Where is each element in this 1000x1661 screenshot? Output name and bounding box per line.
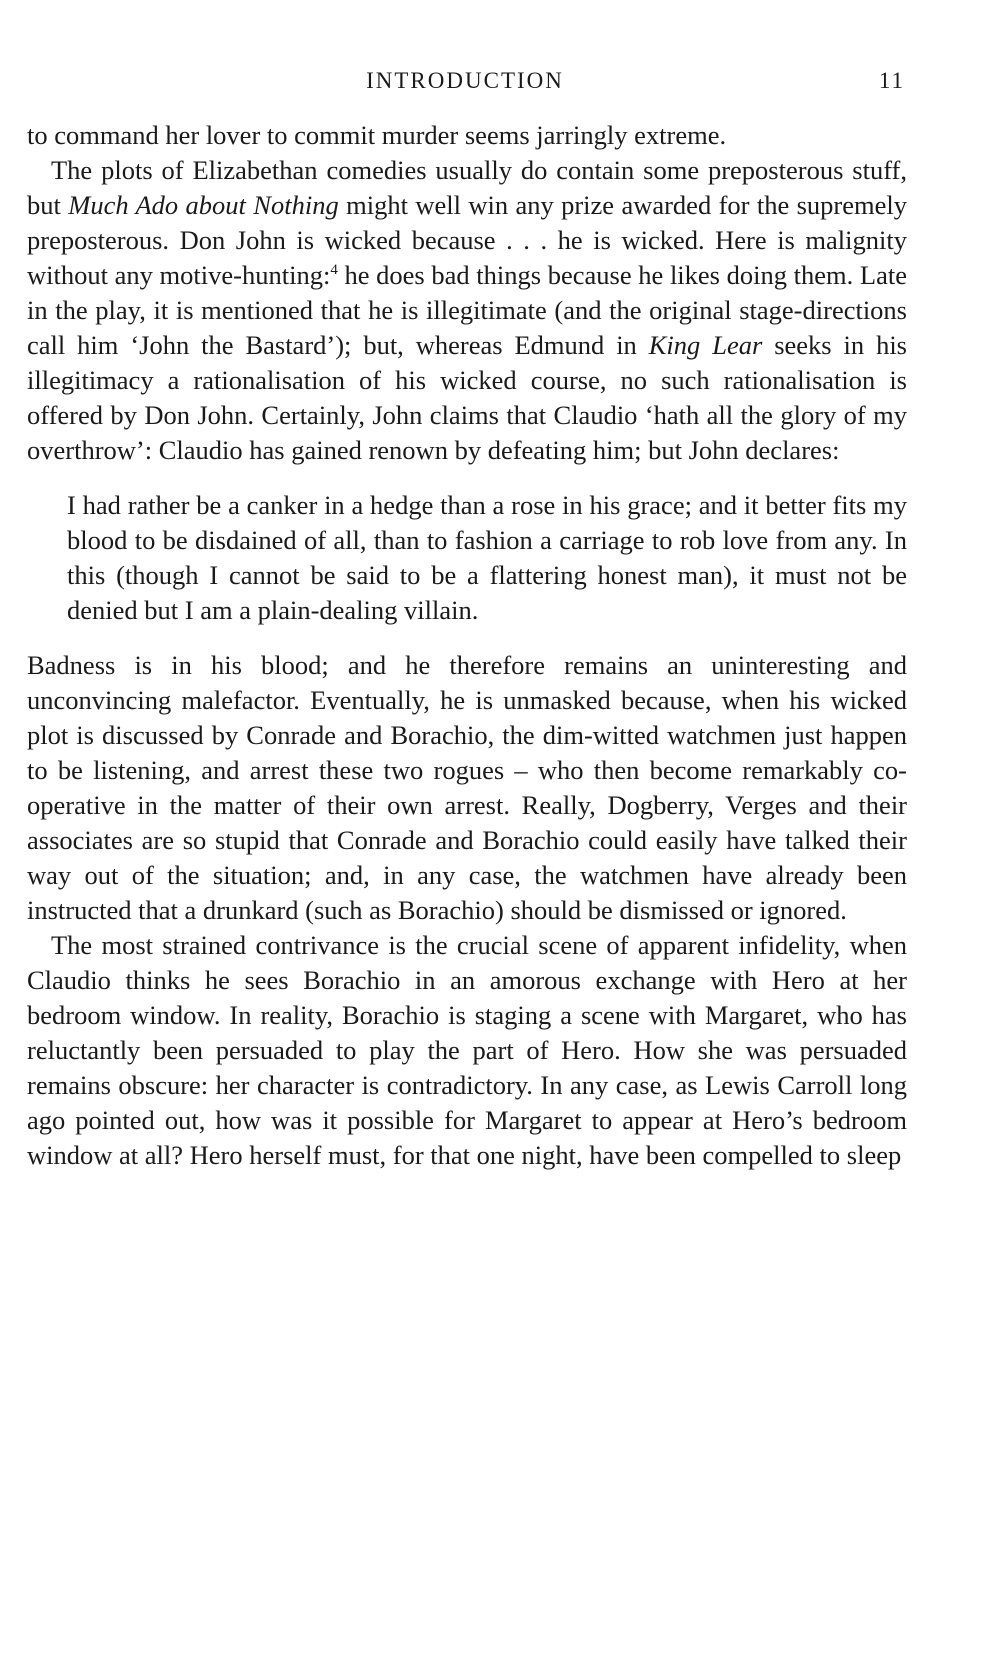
running-title: INTRODUCTION xyxy=(366,68,564,93)
paragraph-continuation: to command her lover to commit murder seems jarringly extreme. xyxy=(27,120,727,150)
page-number: 11 xyxy=(878,68,905,93)
paragraph-text: might well win any prize awarded for the supremely preposterous. Don John is wicked because . . . he is wicked. Here is malignity without any motive-hunting: xyxy=(27,190,908,290)
paragraph-text: he does bad things because he likes doing them. Late in the play, it is mentioned that he is illegitimate (and the original stage-directions call him ‘John the Bastard’); but, whereas Edmund in xyxy=(27,260,908,360)
paragraph-plots xyxy=(27,153,907,468)
paragraph-contrivance: The most strained contrivance is the crucial scene of apparent infidelity, when Claudio thinks he sees Borachio in an amorous exchange with Hero at her bedroom window. In reality, Borachio is staging a scene with Margaret, who has reluctantly been persuaded to play the part of Hero. How she was persuaded remains obscure: her character is contradictory. In any case, as Lewis Carroll long ago pointed out, how was it possible for Margaret to appear at Hero’s bedroom window at all? Hero herself must, for that one night, have been compelled to sleep xyxy=(27,930,907,1170)
paragraph-badness: Badness is in his blood; and he therefore remains an uninteresting and unconvincing malefactor. Eventually, he is unmasked because, when his wicked plot is discussed by Conrade and Borachio, the dim-witted watchmen just happen to be listening, and arrest these two rogues – who then become remarkably co-operative in the matter of their own arrest. Really, Dogberry, Verges and their associates are so stupid that Conrade and Borachio could easily have talked their way out of the situation; and, in any case, the watchmen have already been instructed that a drunkard (such as Borachio) should be dismissed or ignored. xyxy=(27,650,907,925)
paragraph-text: The plots of Elizabethan comedies usually do contain some preposterous stuff, but xyxy=(27,155,907,220)
running-head xyxy=(0,68,1000,98)
play-title-king-lear: King Lear xyxy=(648,330,763,360)
footnote-marker[interactable]: 4 xyxy=(330,262,338,278)
play-title-much-ado: Much Ado about Nothing xyxy=(68,190,339,220)
block-quotation: I had rather be a canker in a hedge than a rose in his grace; and it better fits my blood to be disdained of all, than to fashion a carriage to rob love from any. In this (though I cannot be said to be a flattering honest man), it must not be denied but I am a plain-dealing villain. xyxy=(67,490,907,625)
body-text xyxy=(27,118,907,1173)
paragraph-text: seeks in his illegitimacy a rationalisation of his wicked course, no such rationalisation is offered by Don John. Certainly, John claims that Claudio ‘hath all the glory of my overthrow’: Claudio has gained renown by defeating him; but John declares: xyxy=(27,330,907,465)
